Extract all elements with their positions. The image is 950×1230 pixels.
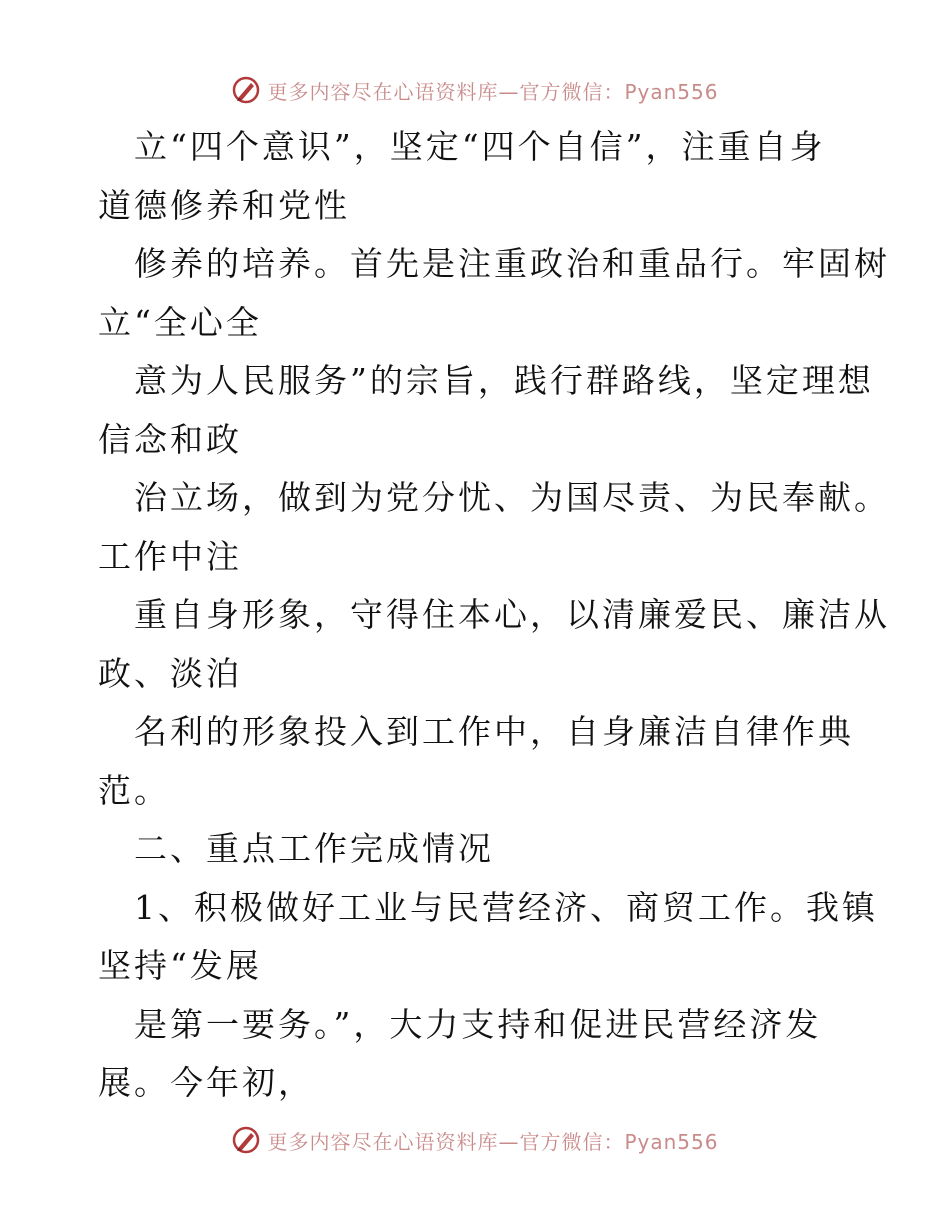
text-line: 工作中注 [98,536,242,576]
text-line: 范。 [98,770,170,810]
text-line: 是第一要务。”，大力支持和促进民营经济发 [134,1004,822,1044]
text-line: 道德修养和党性 [98,185,350,225]
text-line: 修养的培养。首先是注重政治和重品行。牢固树 [134,244,890,283]
text-line: 立“四个意识”，坚定“四个自信”，注重自身 [134,127,826,166]
text-line: 展。今年初， [98,1063,314,1102]
watermark-text: 更多内容尽在心语资料库—官方微信：Pyan556 [267,79,719,104]
footer-watermark [0,1120,950,1160]
header-watermark [0,70,950,110]
text-line: 重自身形象，守得住本心，以清廉爱民、廉洁从 [134,595,890,634]
watermark-text: 更多内容尽在心语资料库—官方微信：Pyan556 [267,1129,719,1154]
pen-logo-icon [231,1125,261,1155]
text-line: 二、重点工作完成情况 [134,829,494,868]
text-line: 治立场，做到为党分忧、为国尽责、为民奉献。 [134,478,890,517]
pen-logo-icon [231,75,261,105]
text-line: 意为人民服务”的宗旨，践行群路线，坚定理想 [134,361,874,400]
text-line: 信念和政 [98,419,242,459]
text-line: 政、淡泊 [98,653,242,693]
document-body [98,118,890,1113]
text-line: 1、积极做好工业与民营经济、商贸工作。我镇 [134,887,878,927]
text-line: 名利的形象投入到工作中，自身廉洁自律作典 [134,712,854,751]
text-line: 立“全心全 [98,302,262,342]
text-line: 坚持“发展 [98,946,262,985]
